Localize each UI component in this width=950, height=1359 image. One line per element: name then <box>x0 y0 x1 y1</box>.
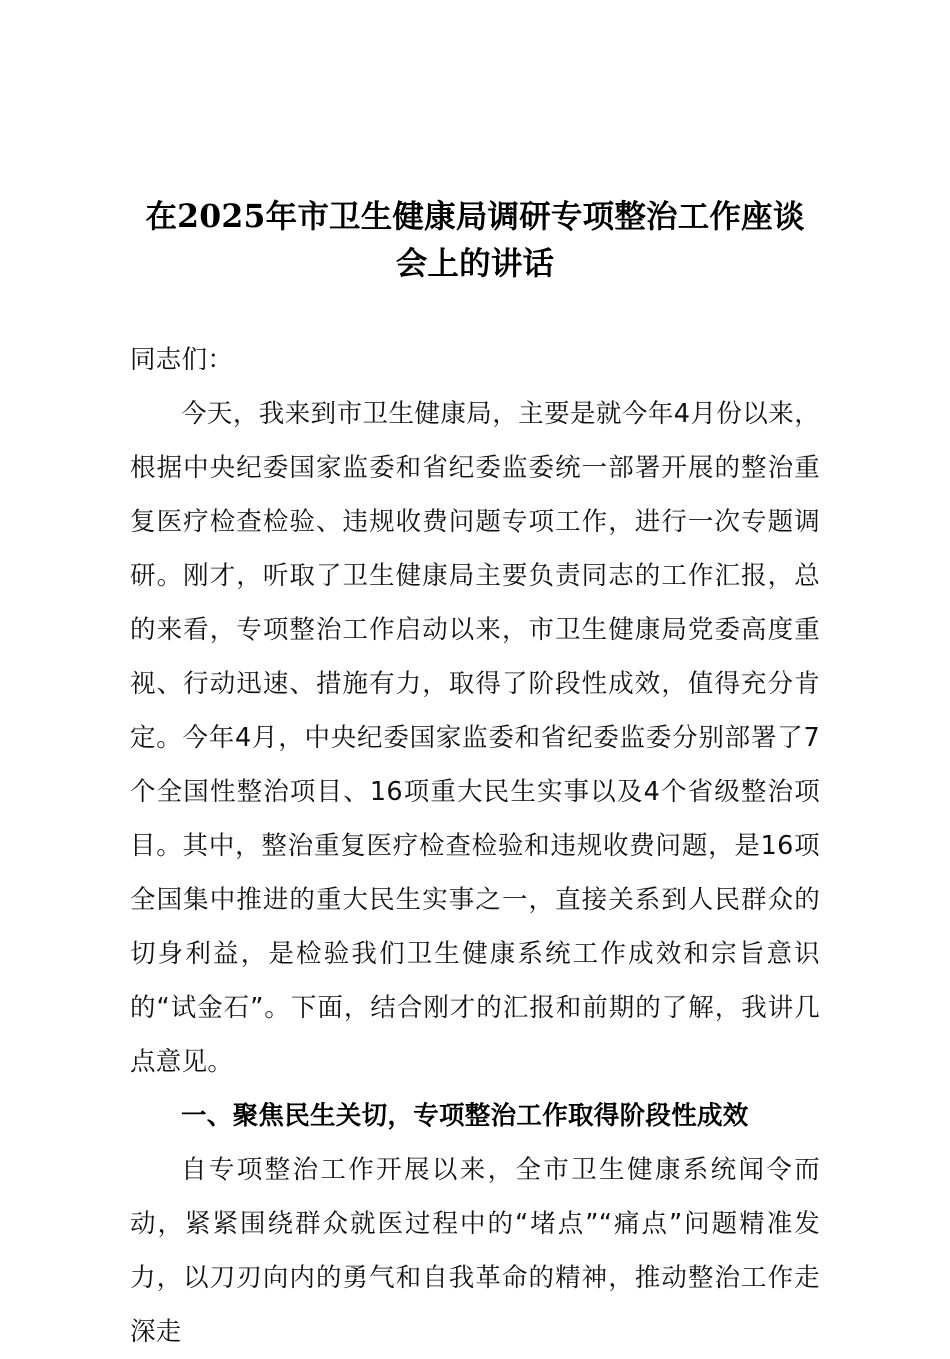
document-title: 在2025年市卫生健康局调研专项整治工作座谈会上的讲话 <box>145 198 805 282</box>
section-heading-1: 一、聚焦民生关切，专项整治工作取得阶段性成效 <box>181 1101 749 1131</box>
section-1-paragraph: 自专项整治工作开展以来，全市卫生健康系统闻令而动，紧紧围绕群众就医过程中的“堵点”“痛点”问题精准发力，以刀刃向内的勇气和自我革命的精神，推动整治工作走深走 <box>130 1155 820 1347</box>
salutation: 同志们： <box>130 345 234 375</box>
body-paragraph: 今天，我来到市卫生健康局，主要是就今年4月份以来，根据中央纪委国家监委和省纪委监委统一部署开展的整治重复医疗检查检验、违规收费问题专项工作，进行一次专题调研。刚才，听取了卫生健康局主要负责同志的工作汇报，总的来看，专项整治工作启动以来，市卫生健康局党委高度重视、行动迅速、措施有力，取得了阶段性成效，值得充分肯定。今年4月，中央纪委国家监委和省纪委监委分别部署了7个全国性整治项目、16项重大民生实事以及4个省级整治项目。其中，整治重复医疗检查检验和违规收费问题，是16项全国集中推进的重大民生实事之一，直接关系到人民群众的切身利益，是检验我们卫生健康系统工作成效和宗旨意识的“试金石”。下面，结合刚才的汇报和前期的了解，我讲几点意见。 <box>130 399 820 1077</box>
document-body <box>130 0 820 1359</box>
